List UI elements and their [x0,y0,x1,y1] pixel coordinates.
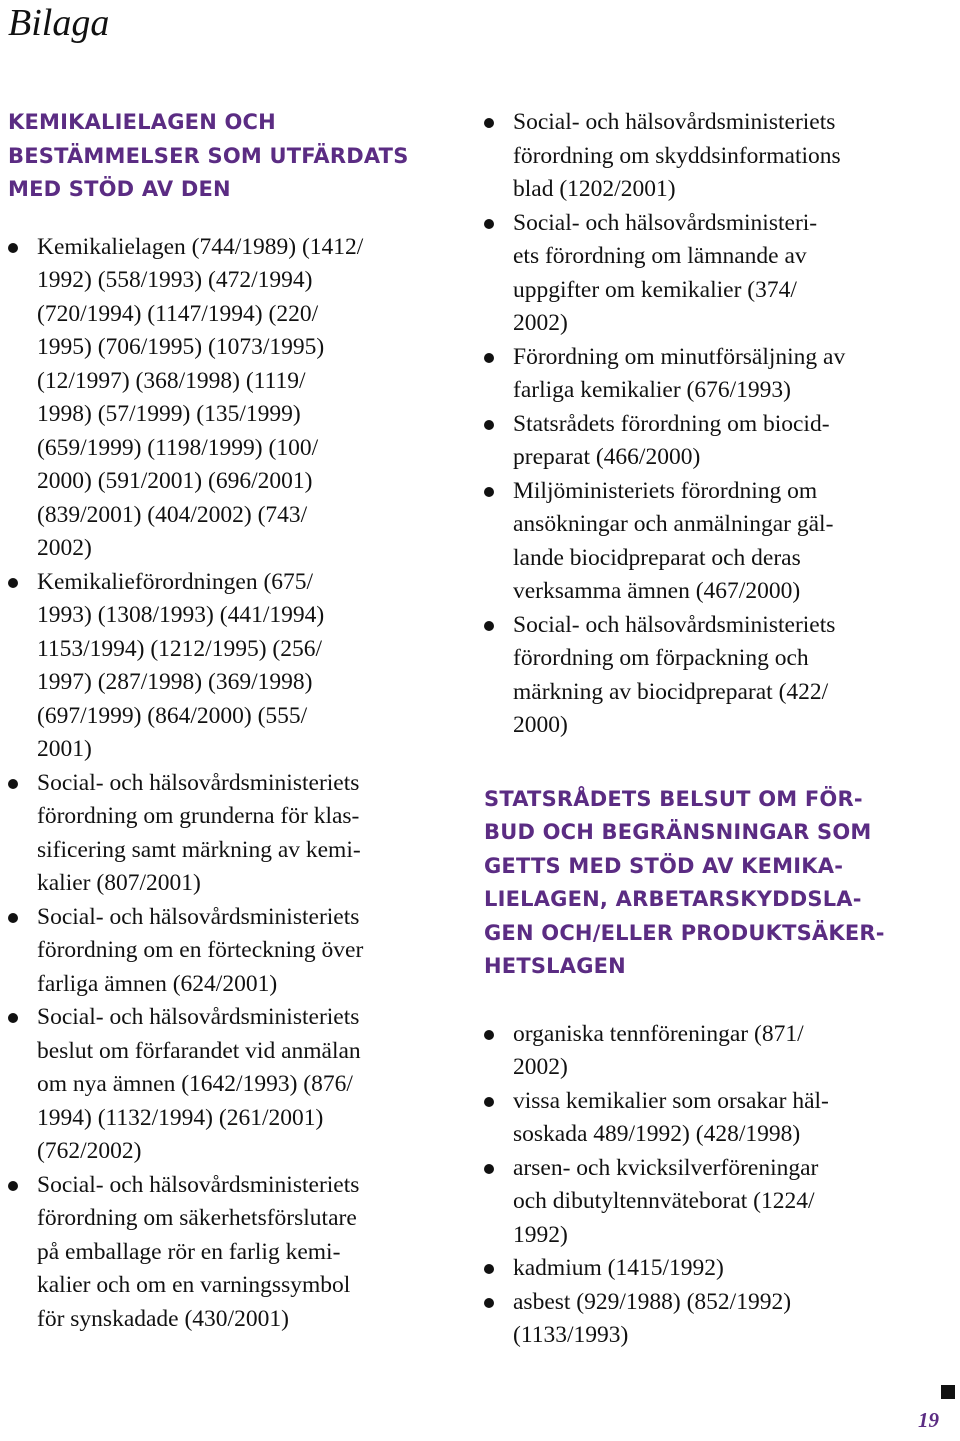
list-item-text: Kemikalielagen (744/1989) (1412/ 1992) (558/1993) (472/1994) (720/1994) (1147/1994) (220/ 1995) (706/1995) (1073/1995) (12/1997) (368/1998) (1119/ 1998) (57/1999) (135/1999) (659/1999) (1198/1999) (100/ 2000) (591/2001) (696/2001) (839/2001) (404/2002) (743/ 2002) [37,233,364,561]
section-heading-kemikalielagen: KEMIKALIELAGEN OCH BESTÄMMELSER SOM UTFÄRDATS MED STÖD AV DEN [8,110,409,201]
footer-square-icon [941,1385,955,1399]
list-item-text: vissa kemikalier som orsakar häl- soskada 489/1992) (428/1998) [513,1087,829,1147]
list-item [8,566,458,767]
right-column [484,106,944,1353]
list-item [484,1018,944,1085]
list-item-text: Social- och hälsovårdsministeriets förordning om säkerhetsförslutare på emballage rör en farlig kemi- kalier och om en varningssymbol för synskadade (430/2001) [37,1171,360,1332]
list-item [484,341,944,408]
list-item-text: arsen- och kvicksilverföreningar och dibutyltennväteborat (1224/ 1992) [513,1154,819,1248]
bullet-icon [484,353,494,363]
list-item [484,1152,944,1253]
list-item-text: Social- och hälsovårdsministeriets beslut om förfarandet vid anmälan om nya ämnen (1642/1993) (876/ 1994) (1132/1994) (261/2001) (762/2002) [37,1004,361,1164]
list-item-text: Social- och hälsovårdsministeriets förordning om förpackning och märkning av biocidpreparat (422/ 2000) [513,611,836,738]
list-item-text: organiska tennföreningar (871/ 2002) [513,1020,804,1080]
list-item [8,1169,458,1337]
bullet-icon [484,621,494,631]
list-item-text: Social- och hälsovårdsministeri- ets förordning om lämnande av uppgifter om kemikalier (374/ 2002) [513,209,818,336]
bullet-icon [484,1264,494,1274]
list-item [484,408,944,475]
bullet-icon [484,487,494,497]
list-item [484,207,944,341]
list-item-text: Statsrådets förordning om biocid- preparat (466/2000) [513,410,830,470]
list-item [8,767,458,901]
list-item-text: Miljöministeriets förordning om ansökningar och anmälningar gäl- lande biocidpreparat och deras verksamma ämnen (467/2000) [513,477,834,604]
bullet-icon [484,1030,494,1040]
bullet-icon [484,1097,494,1107]
regulation-list-right [484,106,944,743]
bullet-icon [8,1181,18,1191]
page-number: 19 [918,1408,939,1432]
list-item-text: Social- och hälsovårdsministeriets förordning om en förteckning över farliga ämnen (624/2001) [37,903,364,997]
bullet-icon [484,1164,494,1174]
list-item [8,231,458,566]
list-item-text: kadmium (1415/1992) [513,1255,724,1281]
list-item [484,475,944,609]
bullet-icon [8,578,18,588]
bullet-icon [8,243,18,253]
page-header-title: Bilaga [8,2,110,44]
list-item [484,609,944,743]
list-item [484,1085,944,1152]
bullet-icon [484,420,494,430]
list-item [484,1286,944,1353]
list-item-text: asbest (929/1988) (852/1992) (1133/1993) [513,1288,792,1348]
list-item [484,1252,944,1286]
section-heading-statsradets-beslut: STATSRÅDETS BELSUT OM FÖR- BUD OCH BEGRÄNSNINGAR SOM GETTS MED STÖD AV KEMIKA- LIELAGEN, ARBETARSKYDDSLA- GEN OCH/ELLER PRODUKTSÄKER- HETSLAGEN [484,786,885,978]
bullet-icon [484,118,494,128]
list-item [484,106,944,207]
list-item [8,1001,458,1169]
bullet-icon [8,779,18,789]
list-item-text: Kemikalieförordningen (675/ 1993) (1308/1993) (441/1994) 1153/1994) (1212/1995) (256/ 1997) (287/1998) (369/1998) (697/1999) (864/2000) (555/ 2001) [37,568,325,762]
restriction-list [484,1018,944,1353]
list-item-text: Social- och hälsovårdsministeriets förordning om skyddsinformations blad (1202/2001) [513,109,841,202]
regulation-list-left [8,231,458,1337]
bullet-icon [8,1013,18,1023]
bullet-icon [484,1298,494,1308]
list-item-text: Förordning om minutförsäljning av farliga kemikalier (676/1993) [513,343,846,403]
bullet-icon [8,913,18,923]
list-item [8,901,458,1002]
bullet-icon [484,219,494,229]
left-column [8,106,458,1336]
list-item-text: Social- och hälsovårdsministeriets förordning om grunderna för klas- sificering samt märkning av kemi- kalier (807/2001) [37,769,361,896]
